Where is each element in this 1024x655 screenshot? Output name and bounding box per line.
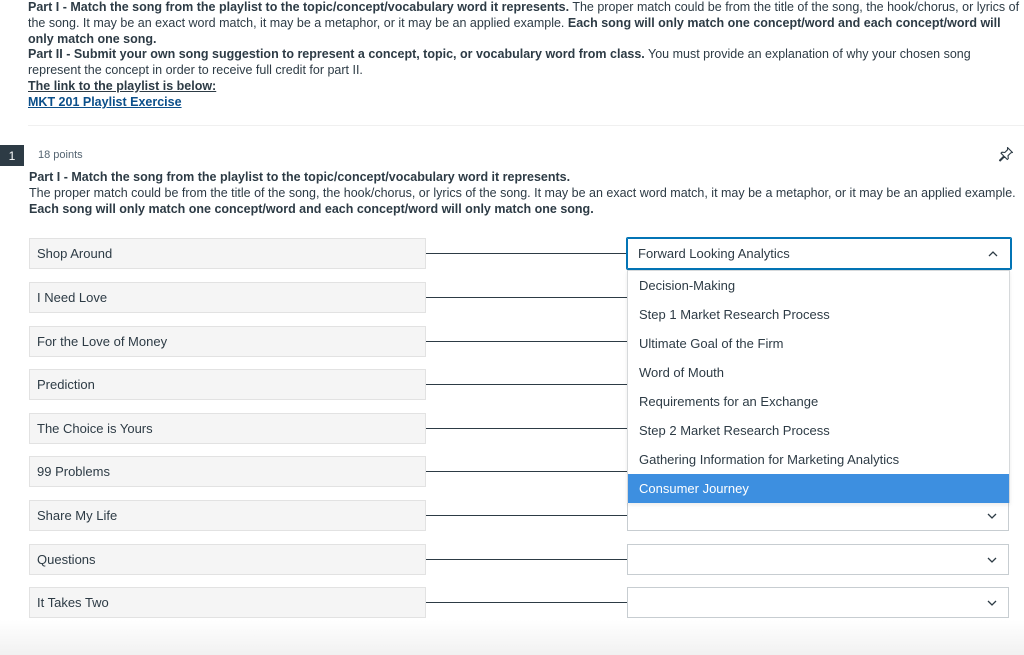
part1-text: The proper match could be from the title of the song, the hook/chorus, or lyrics of the song. It may be an exact word match, it may be a metaphor, or it may be an applied example. (28, 0, 1020, 30)
section-divider (28, 125, 1024, 126)
match-row (0, 587, 1024, 619)
pin-icon[interactable] (998, 146, 1014, 162)
playlist-link-label: The link to the playlist is below: (28, 78, 217, 93)
connector-line (426, 471, 627, 472)
song-label: The Choice is Yours (29, 413, 426, 444)
concept-dropdown-list (627, 270, 1010, 503)
song-label: Shop Around (29, 238, 426, 269)
match-row (0, 500, 1024, 532)
question-body: The proper match could be from the title of the song, the hook/chorus, or lyrics of the song. It may be an exact word match, it may be a metaphor, or it may be an applied example. (29, 185, 1016, 200)
connector-line (426, 297, 627, 298)
connector-line (426, 253, 627, 254)
dropdown-option[interactable]: Decision-Making (639, 278, 736, 293)
question-text (29, 170, 1019, 217)
concept-select[interactable] (627, 500, 1009, 531)
song-label: I Need Love (29, 282, 426, 313)
part1-heading: Part I - Match the song from the playlist to the topic/concept/vocabulary word it represents. (28, 0, 570, 14)
connector-line (426, 515, 627, 516)
select-value: Forward Looking Analytics (638, 246, 790, 261)
connector-line (426, 559, 627, 560)
connector-line (426, 428, 627, 429)
instructions-part2 (28, 47, 1020, 79)
connector-line (426, 384, 627, 385)
bottom-shadow (0, 620, 1024, 655)
dropdown-option[interactable]: Gathering Information for Marketing Analytics (639, 452, 900, 467)
dropdown-option[interactable]: Step 2 Market Research Process (639, 423, 830, 438)
song-label: Prediction (29, 369, 426, 400)
question-title: Part I - Match the song from the playlist to the topic/concept/vocabulary word it represents. (29, 170, 571, 184)
question-rule: Each song will only match one concept/word and each concept/word will only match one song. (29, 201, 594, 216)
song-label: Share My Life (29, 500, 426, 531)
connector-line (426, 602, 627, 603)
song-label: It Takes Two (29, 587, 426, 618)
concept-select-open[interactable] (626, 237, 1012, 270)
concept-select[interactable] (627, 544, 1009, 575)
concept-select[interactable] (627, 587, 1009, 618)
song-label: Questions (29, 544, 426, 575)
chevron-down-icon (986, 597, 998, 609)
dropdown-option[interactable]: Ultimate Goal of the Firm (639, 336, 784, 351)
dropdown-option[interactable]: Word of Mouth (639, 365, 725, 380)
connector-line (426, 341, 627, 342)
song-label: For the Love of Money (29, 326, 426, 357)
chevron-up-icon (987, 248, 999, 260)
part1-rule: Each song will only match one concept/word and each concept/word will only match one song. (28, 15, 1001, 46)
part2-text: You must provide an explanation of why your chosen song represent the concept in order to receive full credit for part II. (28, 47, 971, 78)
instructions-part1 (28, 0, 1020, 47)
question-number: 1 (0, 145, 24, 166)
part2-heading: Part II - Submit your own song suggestion to represent a concept, topic, or vocabulary word from class. (28, 47, 645, 62)
dropdown-option-highlighted[interactable]: Consumer Journey (628, 474, 1009, 503)
question-points: 18 points (38, 149, 83, 161)
chevron-down-icon (986, 510, 998, 522)
dropdown-option[interactable]: Requirements for an Exchange (639, 394, 819, 409)
playlist-link[interactable]: MKT 201 Playlist Exercise (28, 94, 182, 109)
dropdown-option[interactable]: Step 1 Market Research Process (639, 307, 830, 322)
song-label: 99 Problems (29, 456, 426, 487)
match-row (0, 544, 1024, 576)
chevron-down-icon (986, 554, 998, 566)
instructions (28, 0, 1020, 111)
